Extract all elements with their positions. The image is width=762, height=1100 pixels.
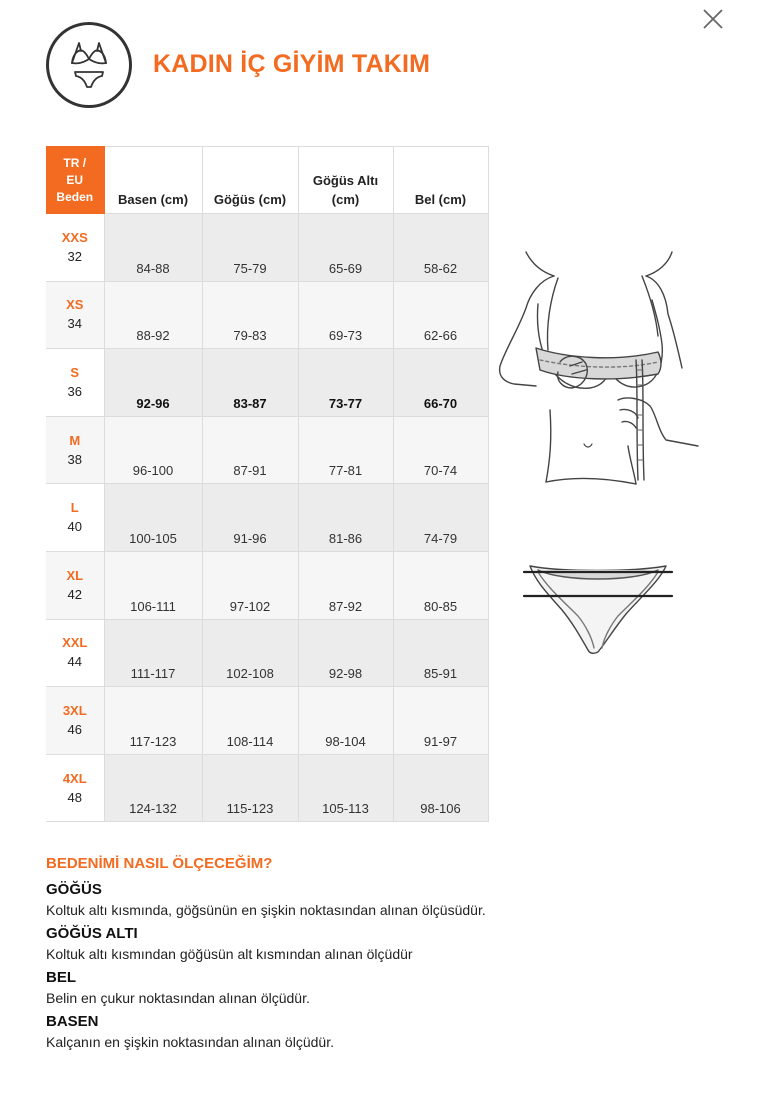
cell-bel: 91-97: [393, 687, 488, 755]
guide-text: Koltuk altı kısmında, göğsünün en şişkin noktasından alınan ölçüsüdür.: [46, 902, 486, 918]
size-code: XXS: [61, 229, 88, 245]
cell-gogus-alti: 69-73: [298, 281, 393, 349]
cell-bel: 74-79: [393, 484, 488, 552]
size-number: 44: [67, 654, 82, 670]
guide-item-bel: [46, 968, 726, 1008]
size-number: 46: [67, 721, 82, 737]
table-row: [46, 754, 488, 822]
cell-gogus-alti: 65-69: [298, 214, 393, 282]
cell-gogus: 79-83: [202, 281, 298, 349]
measurement-guide: [46, 855, 726, 1056]
cell-basen: 96-100: [104, 416, 202, 484]
size-chart-table: [46, 146, 489, 822]
cell-gogus: 83-87: [202, 349, 298, 417]
cell-bel: 70-74: [393, 416, 488, 484]
close-button[interactable]: [700, 6, 726, 32]
size-cell: [46, 281, 104, 349]
table-row: [46, 687, 488, 755]
cell-gogus: 115-123: [202, 754, 298, 822]
hip-measurement-illustration: [522, 560, 674, 656]
size-cell: [46, 551, 104, 619]
size-number: 38: [67, 451, 82, 467]
cell-gogus-alti: 105-113: [298, 754, 393, 822]
header-bel: Bel (cm): [393, 147, 488, 214]
size-code: XXL: [62, 635, 88, 651]
size-number: 32: [67, 248, 82, 264]
cell-gogus: 87-91: [202, 416, 298, 484]
size-cell: [46, 349, 104, 417]
lingerie-set-icon: [63, 39, 115, 91]
size-code: S: [70, 364, 80, 380]
table-row: [46, 619, 488, 687]
cell-gogus-alti: 98-104: [298, 687, 393, 755]
header-gogus: Göğüs (cm): [202, 147, 298, 214]
size-code: XL: [66, 567, 84, 583]
close-icon: [700, 6, 726, 32]
cell-gogus-alti: 73-77: [298, 349, 393, 417]
bust-measurement-illustration: [496, 250, 702, 486]
cell-bel: 58-62: [393, 214, 488, 282]
size-cell: [46, 754, 104, 822]
cell-gogus: 91-96: [202, 484, 298, 552]
guide-text: Kalçanın en şişkin noktasından alınan ölçüdür.: [46, 1034, 334, 1050]
size-number: 34: [67, 316, 82, 332]
cell-basen: 124-132: [104, 754, 202, 822]
size-cell: [46, 484, 104, 552]
guide-heading: GÖĞÜS ALTI: [46, 925, 138, 942]
header-size: TR / EU Beden: [46, 147, 104, 214]
size-code: 4XL: [62, 770, 87, 786]
cell-basen: 84-88: [104, 214, 202, 282]
table-row: [46, 551, 488, 619]
cell-gogus: 75-79: [202, 214, 298, 282]
table-row: [46, 484, 488, 552]
table-header-row: [46, 147, 488, 214]
cell-basen: 106-111: [104, 551, 202, 619]
size-code: 3XL: [62, 702, 87, 718]
category-logo: [46, 22, 132, 108]
guide-item-gogus-alti: [46, 924, 726, 964]
size-code: L: [70, 500, 79, 516]
cell-gogus-alti: 77-81: [298, 416, 393, 484]
cell-gogus-alti: 87-92: [298, 551, 393, 619]
guide-heading: GÖĞÜS: [46, 881, 102, 898]
cell-bel: 98-106: [393, 754, 488, 822]
size-cell: [46, 619, 104, 687]
cell-bel: 66-70: [393, 349, 488, 417]
size-cell: [46, 687, 104, 755]
guide-heading: BASEN: [46, 1013, 99, 1030]
guide-title: BEDENİMİ NASIL ÖLÇECEĞİM?: [46, 855, 273, 872]
table-row: [46, 281, 488, 349]
cell-gogus-alti: 92-98: [298, 619, 393, 687]
cell-gogus: 108-114: [202, 687, 298, 755]
guide-text: Belin en çukur noktasından alınan ölçüdür.: [46, 990, 310, 1006]
cell-basen: 100-105: [104, 484, 202, 552]
header-gogus-alti: Göğüs Altı (cm): [298, 147, 393, 214]
table-row: [46, 214, 488, 282]
cell-bel: 85-91: [393, 619, 488, 687]
guide-item-basen: [46, 1012, 726, 1052]
cell-gogus: 102-108: [202, 619, 298, 687]
guide-heading: BEL: [46, 969, 76, 986]
page-title: KADIN İÇ GİYİM TAKIM: [153, 50, 431, 78]
cell-basen: 88-92: [104, 281, 202, 349]
cell-bel: 62-66: [393, 281, 488, 349]
guide-text: Koltuk altı kısmından göğüsün alt kısmından alınan ölçüdür: [46, 946, 413, 962]
size-number: 36: [67, 383, 82, 399]
cell-basen: 92-96: [104, 349, 202, 417]
size-number: 48: [67, 789, 82, 805]
size-cell: [46, 214, 104, 282]
cell-basen: 117-123: [104, 687, 202, 755]
size-number: 40: [67, 519, 82, 535]
header-basen: Basen (cm): [104, 147, 202, 214]
size-number: 42: [67, 586, 82, 602]
size-code: M: [69, 432, 81, 448]
size-cell: [46, 416, 104, 484]
guide-item-gogus: [46, 880, 726, 920]
cell-gogus-alti: 81-86: [298, 484, 393, 552]
size-code: XS: [66, 297, 84, 313]
cell-bel: 80-85: [393, 551, 488, 619]
cell-basen: 111-117: [104, 619, 202, 687]
table-row: [46, 416, 488, 484]
cell-gogus: 97-102: [202, 551, 298, 619]
table-row: [46, 349, 488, 417]
